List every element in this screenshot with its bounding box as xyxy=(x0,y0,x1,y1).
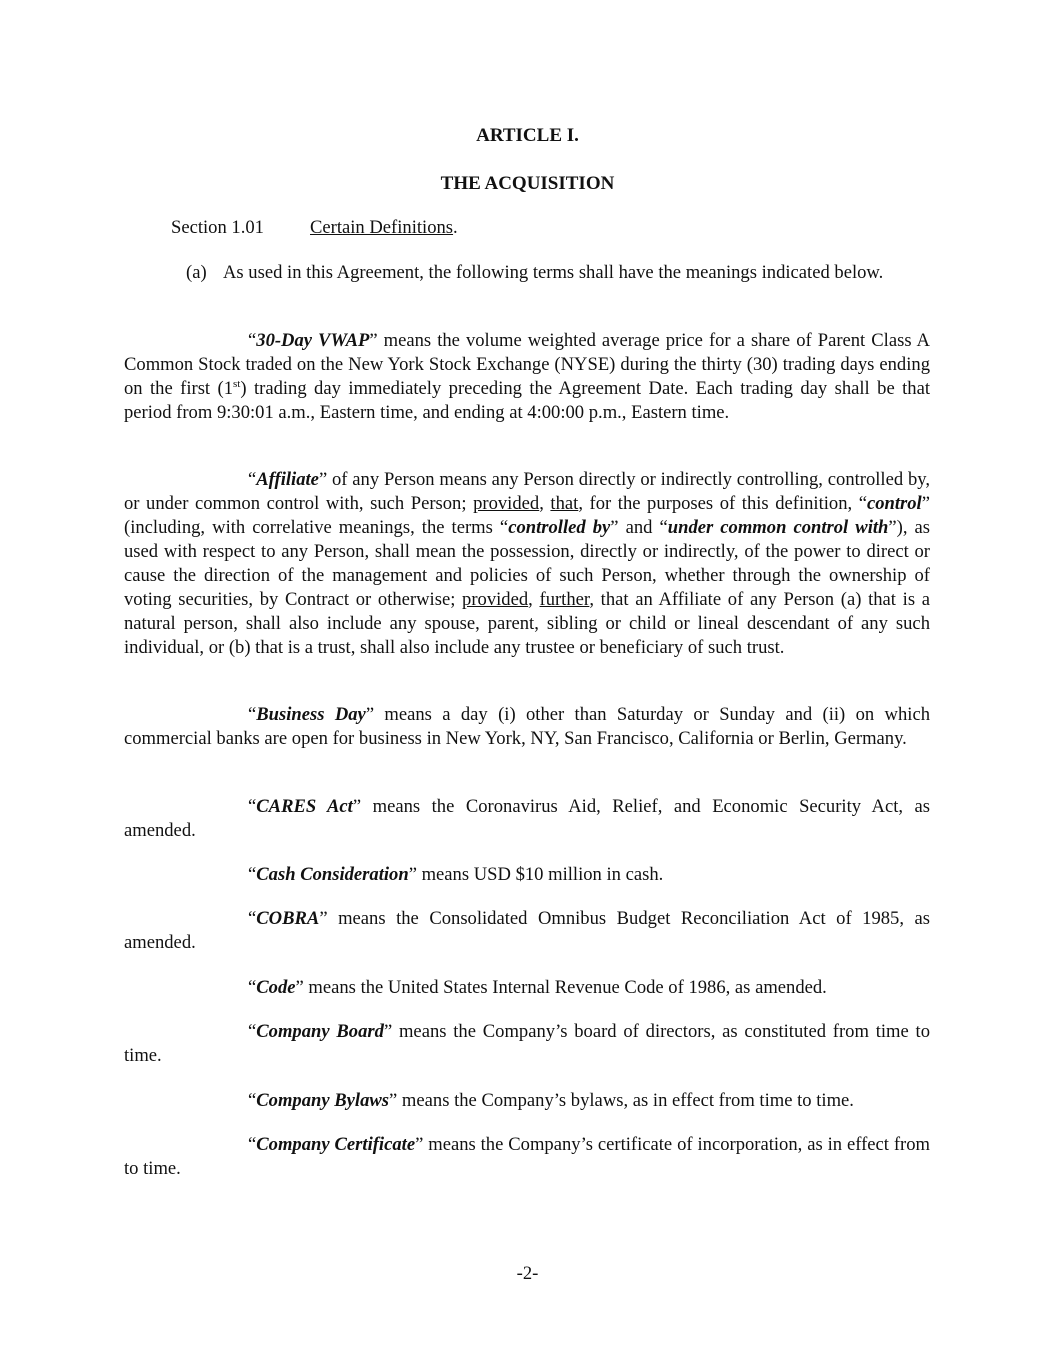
subsection-text: As used in this Agreement, the following terms shall have the meanings indicated below. xyxy=(223,262,884,283)
definition-cobra: “COBRA” means the Consolidated Omnibus Budget Reconciliation Act of 1985, as amended. xyxy=(124,908,930,953)
subsection-a xyxy=(186,261,930,285)
defined-term: Code xyxy=(256,977,296,998)
definition-30-day-vwap: “30-Day VWAP” means the volume weighted average price for a share of Parent Class A Common Stock traded on the New York Stock Exchange (NYSE) during the thirty (30) trading days ending on the first (1st) trading day immediately preceding the Agreement Date. Each trading day shall be that period from 9:30:01 a.m., Eastern time, and ending at 4:00:00 p.m., Eastern time. xyxy=(124,330,930,423)
defined-term: Cash Consideration xyxy=(256,864,409,885)
definition-company-bylaws: “Company Bylaws” means the Company’s bylaws, as in effect from time to time. xyxy=(248,1090,854,1111)
defined-term: Affiliate xyxy=(256,469,319,490)
defined-term: Business Day xyxy=(256,704,366,725)
defined-term: Company Bylaws xyxy=(256,1090,390,1111)
definition-cares-act: “CARES Act” means the Coronavirus Aid, Relief, and Economic Security Act, as amended. xyxy=(124,796,931,841)
section-heading xyxy=(171,216,458,240)
defined-term: 30-Day VWAP xyxy=(256,330,370,351)
article-heading: ARTICLE I. xyxy=(476,125,579,146)
definition-company-board: “Company Board” means the Company’s board of directors, as constituted from time to time. xyxy=(124,1021,930,1066)
defined-term: Company Board xyxy=(256,1021,384,1042)
defined-term: Company Certificate xyxy=(256,1134,416,1155)
section-title: Certain Definitions xyxy=(310,217,454,238)
section-number: Section 1.01 xyxy=(171,217,264,238)
definition-code: “Code” means the United States Internal Revenue Code of 1986, as amended. xyxy=(248,977,827,998)
article-title: THE ACQUISITION xyxy=(440,173,615,194)
defined-term: CARES Act xyxy=(256,796,353,817)
section-title-end: . xyxy=(453,217,458,238)
definition-cash-consideration: “Cash Consideration” means USD $10 million in cash. xyxy=(248,864,664,885)
defined-term: COBRA xyxy=(256,908,320,929)
definition-business-day: “Business Day” means a day (i) other than Saturday or Sunday and (ii) on which commercial banks are open for business in New York, NY, San Francisco, California or Berlin, Germany. xyxy=(124,704,930,749)
definition-affiliate: “Affiliate” of any Person means any Person directly or indirectly controlling, controlled by, or under common control with, such Person; provided, that, for the purposes of this definition, “control” (including, with correlative meanings, the terms “controlled by” and “under common control with”), as used with respect to any Person, shall mean the possession, directly or indirectly, of the power to direct or cause the direction of the management and policies of such Person, whether through the ownership of voting securities, by Contract or otherwise; provided, further, that an Affiliate of any Person (a) that is a natural person, shall also include any spouse, parent, sibling or child or lineal descendant of any such individual, or (b) that is a trust, shall also include any trustee or beneficiary of such trust. xyxy=(124,469,931,658)
subsection-label: (a) xyxy=(186,262,207,283)
page-number: -2- xyxy=(516,1263,539,1284)
definition-company-certificate: “Company Certificate” means the Company’s certificate of incorporation, as in effect from to time. xyxy=(124,1134,930,1179)
